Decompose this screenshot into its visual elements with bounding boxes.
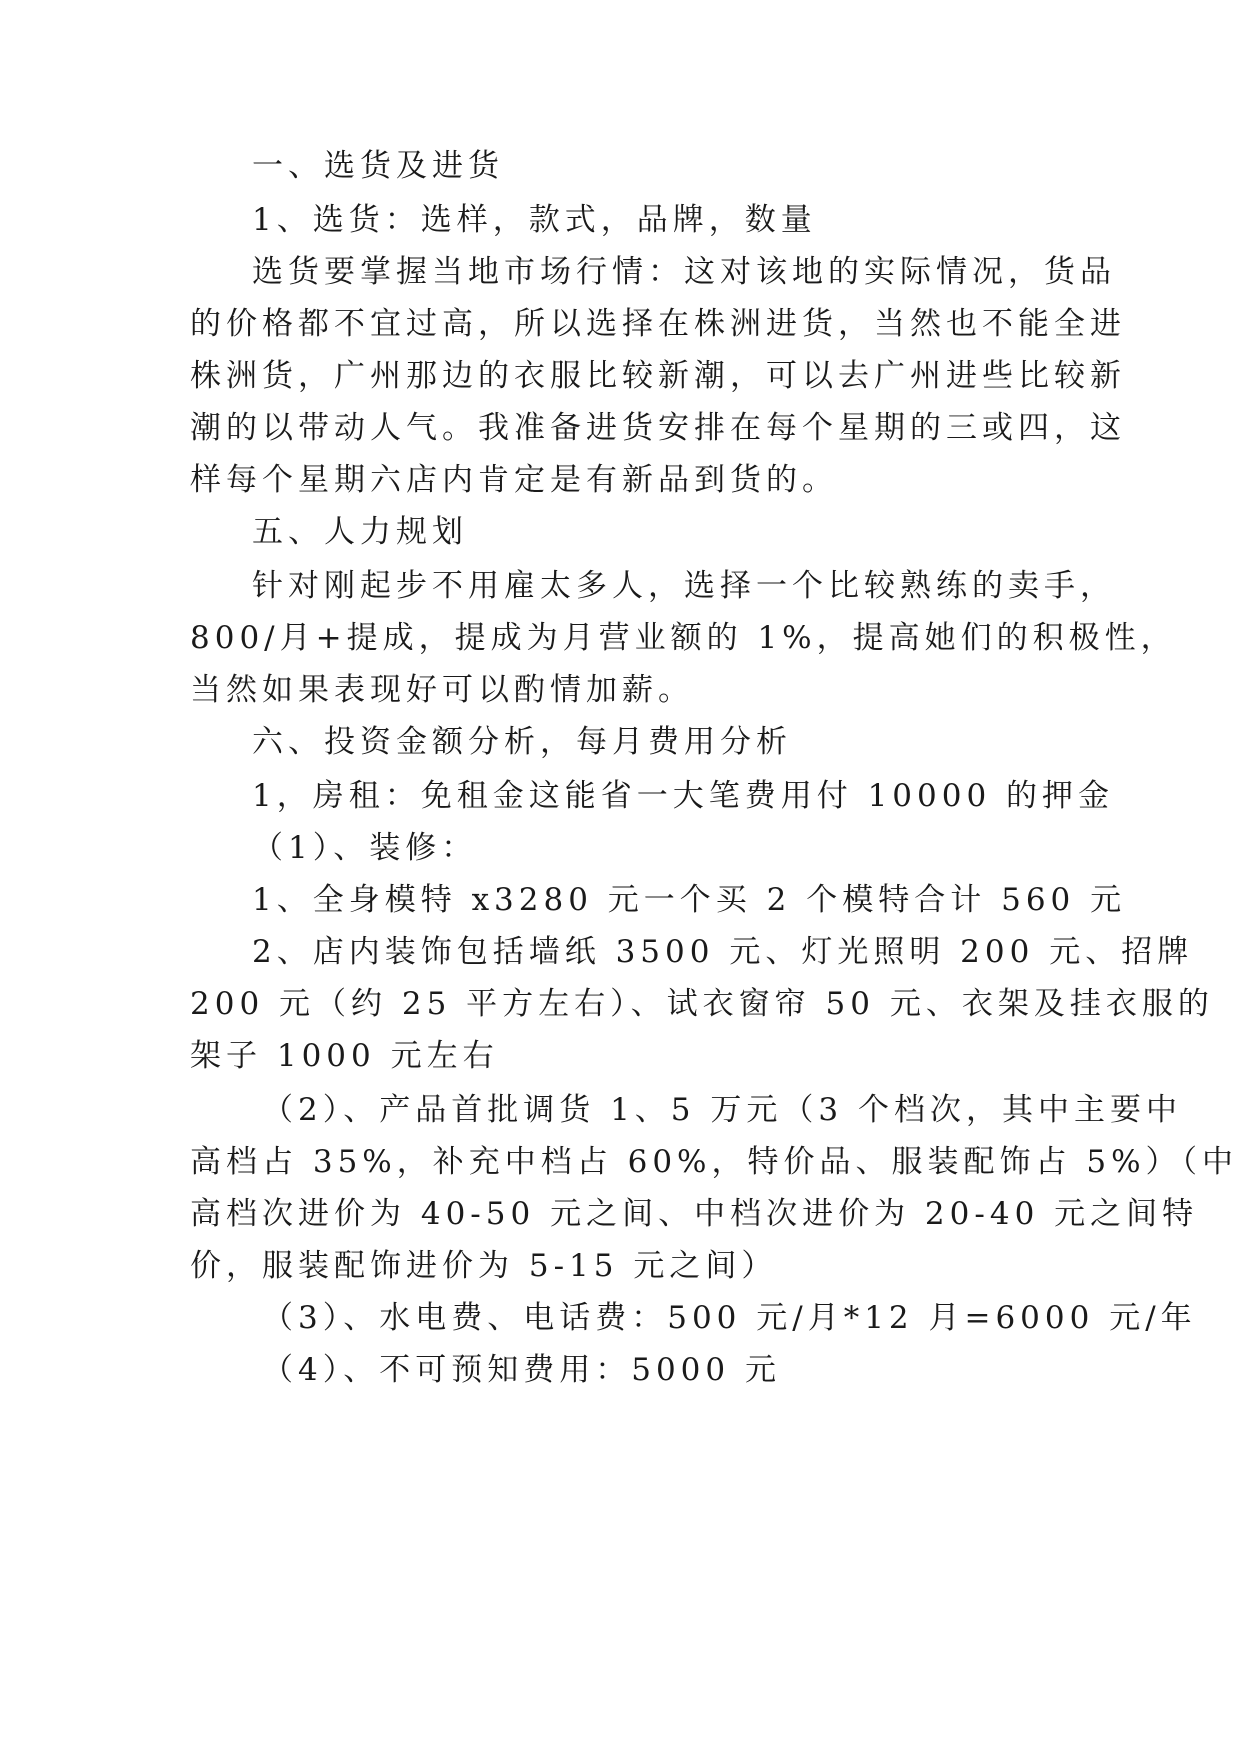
- utilities-line: （3）、水电费、电话费：500 元/月*12 月=6000 元/年: [262, 1300, 1197, 1336]
- paragraph-line: 2、店内装饰包括墙纸 3500 元、灯光照明 200 元、招牌: [252, 934, 1194, 970]
- section-heading-1: 一、选货及进货: [252, 148, 504, 184]
- paragraph-line: 高档次进价为 40-50 元之间、中档次进价为 20-40 元之间特: [190, 1196, 1199, 1232]
- paragraph-line: 潮的以带动人气。我准备进货安排在每个星期的三或四，这: [190, 410, 1126, 446]
- paragraph-line: 200 元（约 25 平方左右）、试衣窗帘 50 元、衣架及挂衣服的: [190, 986, 1214, 1022]
- paragraph-line: 当然如果表现好可以酌情加薪。: [190, 672, 694, 708]
- paragraph-line: 800/月+提成，提成为月营业额的 1%，提高她们的积极性，: [190, 620, 1177, 656]
- section-heading-5: 五、人力规划: [252, 514, 468, 550]
- paragraph-line: 选货要掌握当地市场行情：这对该地的实际情况，货品: [252, 254, 1116, 290]
- section-heading-6: 六、投资金额分析，每月费用分析: [252, 724, 792, 760]
- paragraph-line: （2）、产品首批调货 1、5 万元（3 个档次，其中主要中: [262, 1092, 1182, 1128]
- decoration-title: （1）、装修：: [252, 830, 478, 866]
- paragraph-line: 针对刚起步不用雇太多人，选择一个比较熟练的卖手，: [252, 568, 1116, 604]
- subsection-select-goods: 1、选货：选样，款式，品牌，数量: [252, 202, 817, 238]
- rent-line: 1，房租：免租金这能省一大笔费用付 10000 的押金: [252, 778, 1115, 814]
- paragraph-line: 价，服装配饰进价为 5-15 元之间）: [190, 1248, 778, 1284]
- paragraph-line: 的价格都不宜过高，所以选择在株洲进货，当然也不能全进: [190, 306, 1126, 342]
- paragraph-line: 高档占 35%，补充中档占 60%，特价品、服装配饰占 5%）（中: [190, 1144, 1239, 1180]
- paragraph-line: 株洲货，广州那边的衣服比较新潮，可以去广州进些比较新: [190, 358, 1126, 394]
- unforeseen-cost-line: （4）、不可预知费用：5000 元: [262, 1352, 781, 1388]
- paragraph-line: 样每个星期六店内肯定是有新品到货的。: [190, 462, 838, 498]
- decoration-item-1: 1、全身模特 x3280 元一个买 2 个模特合计 560 元: [252, 882, 1127, 918]
- paragraph-line: 架子 1000 元左右: [190, 1038, 499, 1074]
